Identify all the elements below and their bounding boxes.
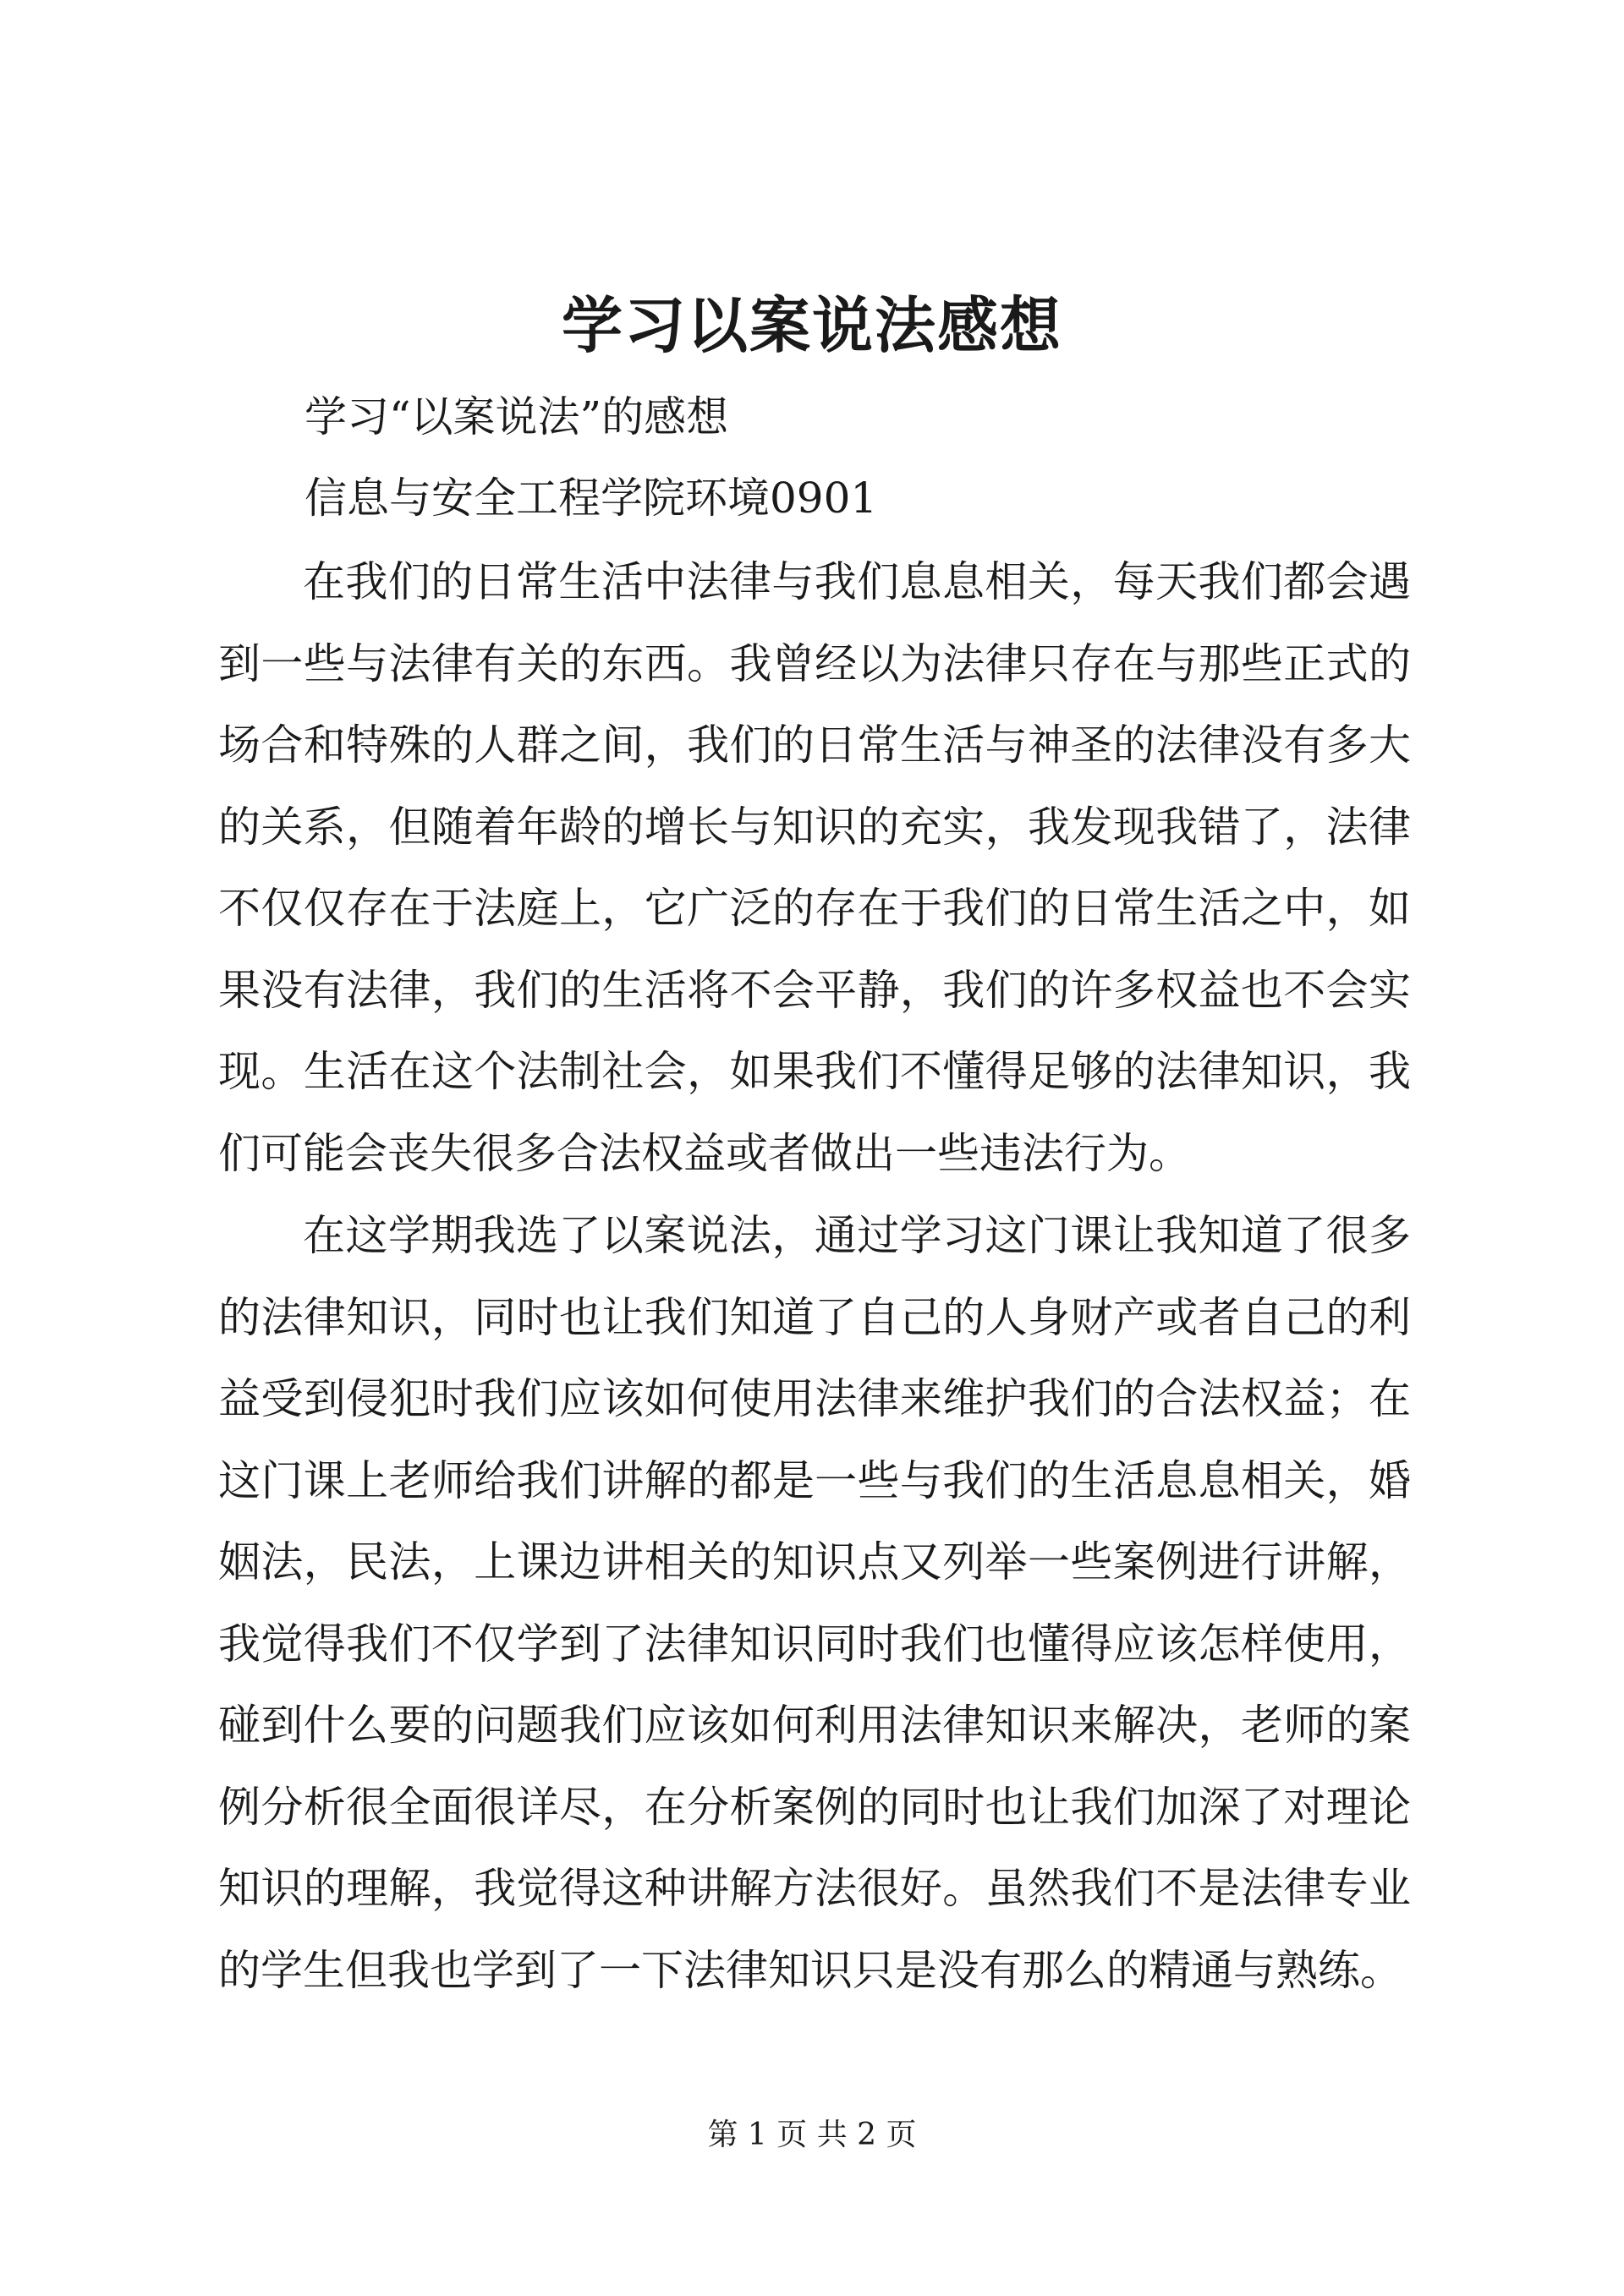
document-title: 学习以案说法感想: [561, 289, 1062, 361]
document-subtitle: 学习“以案说法”的感想: [304, 392, 729, 441]
page-number-footer: 第 1 页 共 2 页: [707, 2118, 917, 2152]
author-affiliation: 信息与安全工程学院环境0901: [304, 474, 878, 523]
body-paragraph: 在这学期我选了以案说法，通过学习这门课让我知道了很多的法律知识，同时也让我们知道了自己的人身财产或者自己的利益受到侵犯时我们应该如何使用法律来维护我们的合法权益；在这门课上老师给我们讲解的都是一些与我们的生活息息相关，婚姻法，民法，上课边讲相关的知识点又列举一些案例进行讲解，我觉得我们不仅学到了法律知识同时我们也懂得应该怎样使用，碰到什么要的问题我们应该如何利用法律知识来解决，老师的案例分析很全面很详尽，在分析案例的同时也让我们加深了对理论知识的理解，我觉得这种讲解方法很好。虽然我们不是法律专业的学生但我也学到了一下法律知识只是没有那么的精通与熟练。: [218, 1211, 1411, 1995]
body-paragraph: 在我们的日常生活中法律与我们息息相关，每天我们都会遇到一些与法律有关的东西。我曾经以为法律只存在与那些正式的场合和特殊的人群之间，我们的日常生活与神圣的法律没有多大的关系，但随着年龄的增长与知识的充实，我发现我错了，法律不仅仅存在于法庭上，它广泛的存在于我们的日常生活之中，如果没有法律，我们的生活将不会平静，我们的许多权益也不会实现。生活在这个法制社会，如果我们不懂得足够的法律知识，我们可能会丧失很多合法权益或者做出一些违法行为。: [218, 557, 1411, 1178]
